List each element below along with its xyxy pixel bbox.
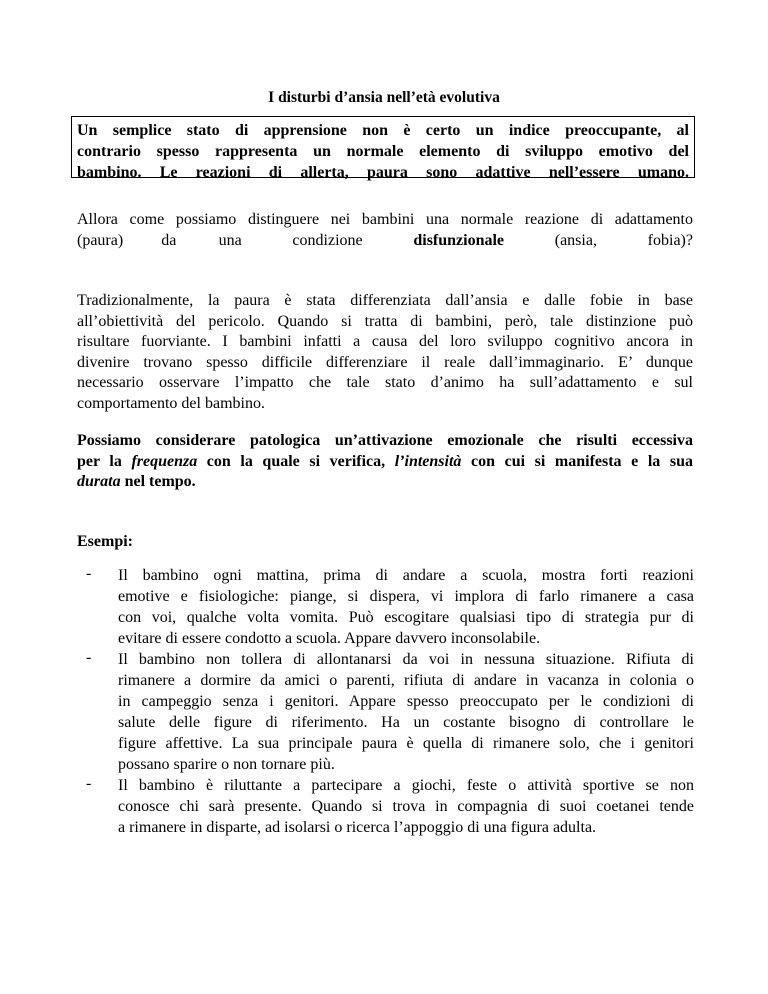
list-bullet: - <box>86 565 92 582</box>
highlight-box <box>71 116 695 181</box>
document-title: I disturbi d’ansia nell’età evolutiva <box>268 89 500 106</box>
paragraph-line: risultare fuorviante. I bambini infatti a causa del loro sviluppo cognitivo ancora in <box>77 333 693 350</box>
italic-term: l’intensità <box>394 452 462 470</box>
italic-term: durata <box>77 473 121 490</box>
list-item-line: in campeggio senza i genitori. Appare spesso preoccupato per le condizioni di <box>118 693 694 710</box>
list-item-line: con voi, qualche volta vomita. Può escogitare qualsiasi tipo di strategia pur di <box>118 609 694 626</box>
paragraph-line <box>77 452 693 473</box>
examples-list <box>86 565 694 838</box>
list-item-line: Il bambino ogni mattina, prima di andare a scuola, mostra forti reazioni <box>118 567 694 584</box>
paragraph-text: con cui si manifesta e la sua <box>461 452 693 470</box>
list-bullet: - <box>86 775 92 792</box>
bold-term: disfunzionale <box>413 231 505 249</box>
list-item-line: a rimanere in disparte, ad isolarsi o ricerca l’appoggio di una figura adulta. <box>118 819 597 836</box>
paragraph-text: per la <box>77 452 132 470</box>
list-item-line: Il bambino non tollera di allontanarsi da voi in nessuna situazione. Rifiuta di <box>118 651 694 668</box>
box-line: bambino. Le reazioni di allerta, paura sono adattive nell’essere umano. <box>77 164 689 181</box>
paragraph-line <box>77 472 693 493</box>
list-item-line: evitare di essere condotto a scuola. Appare davvero inconsolabile. <box>118 630 541 647</box>
paragraph-line: Possiamo considerare patologica un’attivazione emozionale che risulti eccessiva <box>77 432 693 449</box>
paragraph-line: comportamento del bambino. <box>77 394 265 412</box>
paragraph-line: Tradizionalmente, la paura è stata differenziata dall’ansia e dalle fobie in base <box>77 292 693 309</box>
paragraph-text: (paura) da una condizione <box>77 231 414 249</box>
box-line: Un semplice stato di apprensione non è certo un indice preoccupante, al <box>77 122 689 139</box>
list-item <box>86 649 694 775</box>
list-item-line: rimanere a dormire da amici o parenti, rifiuta di andare in vacanza in colonia o <box>118 672 694 689</box>
paragraph-text: nel tempo. <box>120 473 196 490</box>
list-bullet: - <box>86 649 92 666</box>
examples-heading: Esempi: <box>77 533 133 550</box>
paragraph-line: Allora come possiamo distinguere nei bambini una normale reazione di adattamento <box>77 211 693 228</box>
list-item-line: possano sparire o non tornare più. <box>118 756 335 773</box>
paragraph-text: con la quale si verifica, <box>197 452 395 470</box>
box-line: contrario spesso rappresenta un normale elemento di sviluppo emotivo del <box>77 143 689 160</box>
pathology-paragraph <box>77 431 693 493</box>
list-item-line: emotive e fisiologiche: piange, si dispera, vi implora di farlo rimanere a casa <box>118 588 694 605</box>
paragraph-line: divenire trovano spesso difficile differenziare il reale dall’immaginario. E’ dunque <box>77 353 693 371</box>
explanation-paragraph <box>77 291 693 414</box>
list-item-line: figure affettive. La sua principale paura è quella di rimanere solo, che i genitori <box>118 735 694 752</box>
list-item <box>86 565 694 649</box>
paragraph-line: all’obiettività del pericolo. Quando si tratta di bambini, però, tale distinzione può <box>77 312 693 330</box>
italic-term: frequenza <box>131 452 198 470</box>
paragraph-text: (ansia, fobia)? <box>504 231 693 249</box>
paragraph-line <box>77 231 693 252</box>
list-item-line: salute delle figure di riferimento. Ha un costante bisogno di controllare le <box>118 714 694 731</box>
list-item <box>86 775 694 838</box>
question-paragraph <box>77 210 693 251</box>
list-item-line: conosce chi sarà presente. Quando si trova in compagnia di suoi coetanei tende <box>118 798 694 815</box>
list-item-line: Il bambino è riluttante a partecipare a giochi, feste o attività sportive se non <box>118 777 694 794</box>
paragraph-line: necessario osservare l’impatto che tale stato d’animo ha sull’adattamento e sul <box>77 374 693 391</box>
